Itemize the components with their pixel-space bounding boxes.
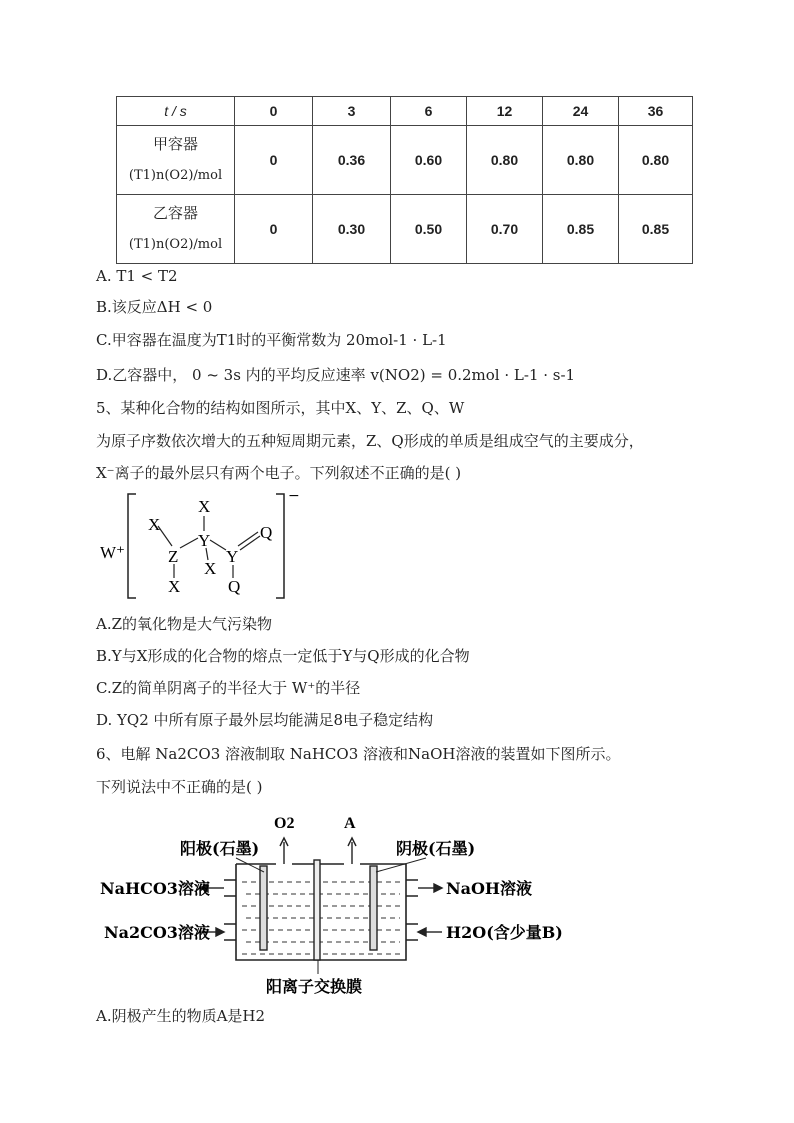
- naoh-label: NaOH溶液: [446, 879, 533, 898]
- table-cell: 0.70: [467, 195, 543, 264]
- na2co3-label: Na2CO3溶液: [104, 923, 210, 942]
- q6-stem-line1: 6、电解 Na2CO3 溶液制取 NaHCO3 溶液和NaOH溶液的装置如下图所示。: [96, 745, 621, 763]
- q5-structure-diagram: [96, 488, 306, 602]
- atom-q-top: Q: [260, 523, 273, 542]
- q6-option-a: A.阴极产生的物质A是H2: [96, 1007, 266, 1025]
- q4-option-c: C.甲容器在温度为T1时的平衡常数为 20mol-1 · L-1: [96, 331, 447, 349]
- cathode-label: 阴极(石墨): [396, 839, 476, 858]
- atom-x-topleft: X: [148, 515, 161, 534]
- atom-x-down: X: [204, 559, 217, 578]
- table-cell: 0.30: [313, 195, 391, 264]
- row-label-jia: [117, 126, 235, 195]
- q5-option-a: A.Z的氧化物是大气污染物: [96, 615, 273, 633]
- q5-option-d: D. YQ2 中所有原子最外层均能满足8电子稳定结构: [96, 711, 434, 729]
- row-sub: (T1)n(O2)/mol: [128, 237, 223, 252]
- table-cell: 0.80: [619, 126, 693, 195]
- time-header-label: t / s: [117, 97, 235, 126]
- atom-z: Z: [168, 547, 179, 566]
- q4-option-a: A. T1 < T2: [96, 267, 178, 285]
- data-table: [116, 96, 693, 264]
- atom-y1: Y: [198, 531, 211, 550]
- time-col-5: 36: [619, 97, 693, 126]
- h2o-label: H2O(含少量B): [446, 923, 563, 942]
- time-col-0: 0: [235, 97, 313, 126]
- table-cell: 0.80: [467, 126, 543, 195]
- anode-label: 阳极(石墨): [180, 839, 260, 858]
- table-cell: 0.50: [391, 195, 467, 264]
- row-name: 乙容器: [152, 204, 198, 222]
- nahco3-label: NaHCO3溶液: [100, 879, 210, 898]
- time-col-1: 3: [313, 97, 391, 126]
- atom-x-bottom: X: [168, 577, 181, 596]
- row-name: 甲容器: [152, 135, 198, 153]
- q5-option-b: B.Y与X形成的化合物的熔点一定低于Y与Q形成的化合物: [96, 647, 470, 665]
- bracket-left: [128, 494, 136, 598]
- row-sub: (T1)n(O2)/mol: [128, 168, 223, 183]
- anode-electrode: [260, 866, 267, 950]
- w-cation-label: W⁺: [100, 543, 126, 562]
- cathode-electrode: [370, 866, 377, 950]
- a-label: A: [344, 815, 356, 832]
- table-header-row: [117, 97, 693, 126]
- table-cell: 0.85: [543, 195, 619, 264]
- time-col-4: 24: [543, 97, 619, 126]
- electrolysis-diagram: [96, 806, 576, 1000]
- time-col-3: 12: [467, 97, 543, 126]
- table-row: [117, 195, 693, 264]
- table-cell: 0.85: [619, 195, 693, 264]
- q5-option-c: C.Z的简单阴离子的半径大于 W⁺的半径: [96, 679, 361, 697]
- membrane-label: 阳离子交换膜: [266, 977, 363, 996]
- q5-stem-line1: 5、某种化合物的结构如图所示，其中X、Y、Z、Q、W: [96, 399, 465, 417]
- table-cell: 0: [235, 195, 313, 264]
- membrane: [314, 860, 320, 960]
- atom-x-top: X: [198, 497, 211, 516]
- charge-label: −: [288, 488, 300, 504]
- table-cell: 0.36: [313, 126, 391, 195]
- table-cell: 0: [235, 126, 313, 195]
- table-cell: 0.80: [543, 126, 619, 195]
- q5-stem-line2: 为原子序数依次增大的五种短周期元素，Z、Q形成的单质是组成空气的主要成分，: [96, 432, 644, 450]
- table-cell: 0.60: [391, 126, 467, 195]
- time-col-2: 6: [391, 97, 467, 126]
- atom-y2: Y: [226, 547, 239, 566]
- q4-option-b: B.该反应ΔH < 0: [96, 298, 213, 316]
- row-label-yi: [117, 195, 235, 264]
- q6-stem-line2: 下列说法中不正确的是( ): [96, 778, 263, 796]
- atom-q-bottom: Q: [228, 577, 241, 596]
- bracket-right: [276, 494, 284, 598]
- side-pipes: [224, 880, 418, 940]
- q4-option-d: D.乙容器中， 0 ~ 3s 内的平均反应速率 v(NO2) = 0.2mol · L-1 · s-1: [96, 366, 576, 384]
- o2-label: O2: [274, 815, 295, 832]
- q5-stem-line3: X⁻离子的最外层只有两个电子。下列叙述不正确的是( ): [96, 464, 462, 482]
- table-row: [117, 126, 693, 195]
